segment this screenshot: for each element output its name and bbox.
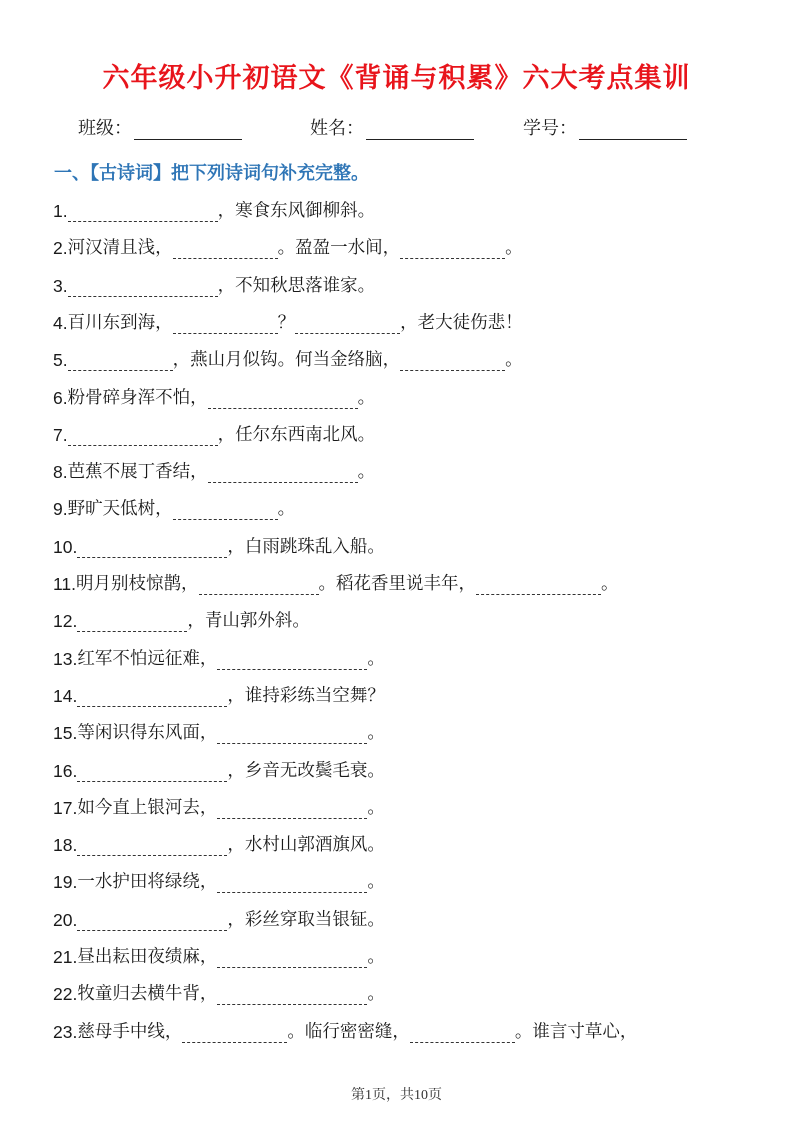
question-item: [53, 310, 523, 334]
question-text: ，乡音无改鬓毛衰。: [227, 760, 385, 781]
question-text: ，水村山郭酒旗风。: [227, 835, 385, 856]
answer-blank[interactable]: [217, 725, 367, 744]
student-number-input-line[interactable]: [579, 121, 687, 140]
question-text: 慈母手中线，: [77, 1021, 183, 1042]
question-text: 。临行密密缝，: [287, 1021, 410, 1042]
question-item: [53, 869, 385, 893]
question-text: 。: [367, 723, 385, 744]
answer-blank[interactable]: [217, 874, 367, 893]
question-number: 20.: [53, 909, 78, 930]
answer-blank[interactable]: [77, 763, 227, 782]
question-number: 15.: [53, 723, 78, 744]
answer-blank[interactable]: [182, 1024, 287, 1043]
question-text: 。: [367, 872, 385, 893]
question-text: 。谁言寸草心，: [514, 1021, 638, 1042]
question-text: 等闲识得东风面，: [77, 723, 218, 744]
question-item: [53, 273, 375, 297]
question-text: 一水护田将绿绕，: [77, 872, 218, 893]
question-text: 。: [601, 574, 619, 594]
question-text: 野旷天低树，: [67, 499, 173, 520]
answer-blank[interactable]: [208, 390, 358, 409]
answer-blank[interactable]: [217, 949, 367, 968]
name-field: [310, 114, 474, 140]
student-number-field: [523, 114, 687, 140]
question-number: 13.: [53, 648, 78, 669]
name-input-line[interactable]: [366, 121, 474, 140]
question-number: 2.: [53, 238, 68, 259]
page-footer: 第1页，共10页: [351, 1088, 442, 1103]
name-label: 姓名：: [310, 118, 364, 139]
question-text: 。: [505, 238, 523, 259]
question-item: [53, 832, 385, 856]
question-text: 百川东到海，: [67, 312, 173, 333]
answer-blank[interactable]: [68, 278, 218, 297]
question-text: ，老大徒伤悲！: [400, 312, 523, 333]
question-text: 。: [505, 350, 523, 371]
question-text: 。: [367, 797, 385, 818]
question-number: 18.: [53, 835, 78, 856]
answer-blank[interactable]: [217, 986, 367, 1005]
answer-blank[interactable]: [173, 315, 278, 334]
question-text: 。: [367, 984, 385, 1005]
question-item: [53, 683, 385, 707]
question-item: [53, 235, 523, 259]
student-number-label: 学号：: [523, 118, 577, 139]
answer-blank[interactable]: [217, 800, 367, 819]
question-number: 3.: [53, 275, 68, 296]
question-number: 9.: [53, 499, 68, 520]
question-text: 。: [367, 947, 385, 967]
question-text: 。: [367, 648, 385, 669]
answer-blank[interactable]: [77, 837, 227, 856]
question-text: 。: [277, 499, 296, 520]
question-item: [53, 422, 375, 446]
question-text: ，寒食东风御柳斜。: [217, 201, 376, 221]
question-number: 7.: [53, 424, 68, 445]
question-item: [53, 347, 523, 371]
page-title: 六年级小升初语文《背诵与积累》六大考点集训: [102, 63, 691, 94]
answer-blank[interactable]: [217, 651, 367, 670]
answer-blank[interactable]: [476, 576, 601, 595]
question-number: 19.: [53, 872, 78, 893]
answer-blank[interactable]: [410, 1024, 515, 1043]
question-number: 11.: [53, 574, 77, 594]
answer-blank[interactable]: [400, 352, 505, 371]
question-text: ？: [277, 312, 296, 333]
question-item: [53, 646, 385, 670]
answer-blank[interactable]: [77, 539, 227, 558]
question-text: 。: [357, 387, 376, 408]
answer-blank[interactable]: [199, 576, 319, 595]
question-text: ，谁持彩练当空舞？: [227, 685, 385, 706]
question-text: 。盈盈一水间，: [277, 238, 401, 259]
question-item: [53, 608, 310, 632]
answer-blank[interactable]: [77, 688, 227, 707]
question-number: 23.: [53, 1021, 78, 1042]
answer-blank[interactable]: [173, 240, 278, 259]
question-item: [53, 385, 375, 409]
question-item: [53, 534, 385, 558]
question-number: 1.: [53, 201, 68, 221]
question-number: 4.: [53, 312, 68, 333]
question-item: [53, 571, 619, 595]
question-number: 17.: [53, 797, 78, 818]
question-item: [53, 459, 375, 483]
question-text: 。: [357, 462, 376, 483]
question-text: ，燕山月似钩。何当金络脑，: [172, 350, 401, 371]
question-item: [53, 496, 295, 520]
question-text: ，青山郭外斜。: [187, 611, 310, 632]
question-item: [53, 720, 385, 744]
answer-blank[interactable]: [68, 203, 218, 222]
question-item: [53, 1019, 637, 1043]
class-label: 班级：: [78, 118, 132, 139]
question-text: 河汉清且浅，: [67, 238, 173, 259]
answer-blank[interactable]: [208, 464, 358, 483]
answer-blank[interactable]: [77, 912, 227, 931]
question-number: 14.: [53, 685, 78, 706]
answer-blank[interactable]: [400, 240, 505, 259]
question-item: [53, 758, 385, 782]
answer-blank[interactable]: [77, 613, 187, 632]
answer-blank[interactable]: [68, 352, 173, 371]
question-number: 21.: [53, 947, 78, 967]
class-field: [78, 114, 242, 140]
section-title: 一、【古诗词】把下列诗词句补充完整。: [54, 163, 369, 184]
question-text: 昼出耘田夜绩麻，: [77, 947, 218, 967]
question-number: 6.: [53, 387, 68, 408]
question-text: 粉骨碎身浑不怕，: [67, 387, 208, 408]
question-number: 10.: [53, 536, 78, 557]
question-item: [53, 795, 385, 819]
question-text: 芭蕉不展丁香结，: [67, 462, 208, 483]
question-text: 。稻花香里说丰年，: [318, 574, 477, 594]
question-item: [53, 981, 385, 1005]
question-text: ，不知秋思落谁家。: [217, 275, 376, 296]
question-text: 明月别枝惊鹊，: [76, 574, 199, 594]
answer-blank[interactable]: [173, 501, 278, 520]
answer-blank[interactable]: [68, 427, 218, 446]
question-number: 16.: [53, 760, 78, 781]
question-number: 22.: [53, 984, 78, 1005]
question-number: 12.: [53, 611, 78, 632]
question-item: [53, 907, 385, 931]
answer-blank[interactable]: [295, 315, 400, 334]
question-text: 牧童归去横牛背，: [77, 984, 218, 1005]
question-item: [53, 198, 375, 222]
question-text: ，彩丝穿取当银钲。: [227, 909, 385, 930]
question-number: 8.: [53, 462, 68, 483]
question-text: ，任尔东西南北风。: [217, 424, 376, 445]
question-text: 如今直上银河去，: [77, 797, 218, 818]
question-item: [53, 944, 385, 968]
question-number: 5.: [53, 350, 68, 371]
class-input-line[interactable]: [134, 121, 242, 140]
question-text: ，白雨跳珠乱入船。: [227, 536, 385, 557]
question-text: 红军不怕远征难，: [77, 648, 218, 669]
